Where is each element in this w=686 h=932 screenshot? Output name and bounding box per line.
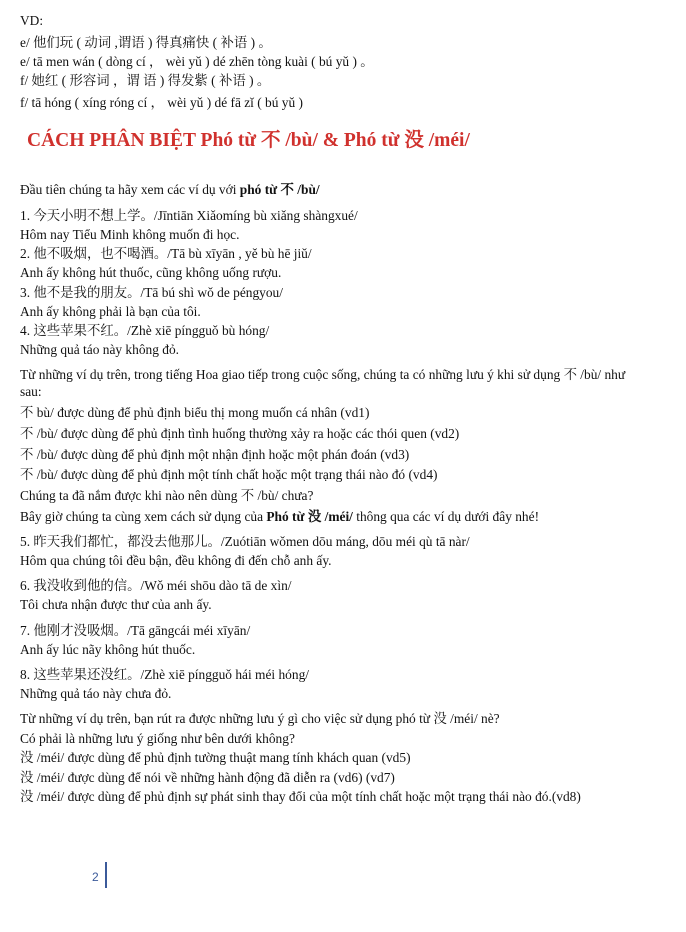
mei-note-line: 没 /méi/ được dùng để phủ định tường thuật mang tính khách quan (vd5) xyxy=(20,750,411,765)
page-number-divider xyxy=(105,862,107,888)
mei-example-vi: Hôm qua chúng tôi đều bận, đều không đi đến chỗ anh ấy. xyxy=(20,553,332,568)
section-heading: CÁCH PHÂN BIỆT Phó từ 不 /bù/ & Phó từ 没 /méi/ xyxy=(27,130,470,151)
page-number: 2 xyxy=(92,870,99,884)
bu-example-zh: 2. 他不吸烟，也不喝酒。/Tā bù xīyān , yě bù hē jiǔ/ xyxy=(20,246,312,261)
mei-example-vi: Những quả táo này chưa đỏ. xyxy=(20,686,172,701)
mei-example-zh: 5. 昨天我们都忙，都没去他那儿。/Zuótiān wǒmen dōu máng, dōu méi qù tā nàr/ xyxy=(20,534,470,549)
example-line: e/ 他们玩 ( 动词 ,谓语 ) 得真痛快 ( 补语 ) 。 xyxy=(20,35,272,50)
bu-example-vi: Hôm nay Tiểu Minh không muốn đi học. xyxy=(20,227,240,242)
mei-example-zh: 8. 这些苹果还没红。/Zhè xiē píngguǒ hái méi hóng/ xyxy=(20,667,309,682)
mei-note-last: 没 /méi/ được dùng để phủ định sự phát sinh thay đổi của một tính chất hoặc một trạng thái nào đó.(vd8) xyxy=(20,789,581,804)
bu-example-vi: Những quả táo này không đỏ. xyxy=(20,342,179,357)
mei-note-line: 没 /méi/ được dùng để nói về những hành động đã diễn ra (vd6) (vd7) xyxy=(20,770,395,785)
bu-example-vi: Anh ấy không phải là bạn của tôi. xyxy=(20,304,201,319)
mei-note-line: Có phải là những lưu ý giống như bên dưới không? xyxy=(20,731,295,746)
examples-label: VD: xyxy=(20,13,44,28)
bu-example-zh: 1. 今天小明不想上学。/Jīntiān Xiǎomíng bù xiǎng shàngxué/ xyxy=(20,208,358,223)
bu-example-vi: Anh ấy không hút thuốc, cũng không uống rượu. xyxy=(20,265,282,280)
transition-line xyxy=(20,508,539,525)
bu-intro xyxy=(20,181,320,198)
example-line: f/ 她红 ( 形容词 ，谓 语 ) 得发紫 ( 补语 ) 。 xyxy=(20,73,271,88)
bu-intro-bold: phó từ 不 /bù/ xyxy=(239,182,320,197)
bu-example-zh: 3. 他不是我的朋友。/Tā bú shì wǒ de péngyou/ xyxy=(20,285,283,300)
mei-example-zh: 6. 我没收到他的信。/Wǒ méi shōu dào tā de xìn/ xyxy=(20,578,292,593)
bu-note-line: 不 bù/ được dùng để phủ định biểu thị mong muốn cá nhân (vd1) xyxy=(20,405,370,420)
mei-note-line: Từ những ví dụ trên, bạn rút ra được những lưu ý gì cho việc sử dụng phó từ 没 /méi/ nè? xyxy=(20,711,500,726)
bu-intro-text: Đầu tiên chúng ta hãy xem các ví dụ với xyxy=(20,182,240,197)
bu-note-line: 不 /bù/ được dùng để phủ định tình huống thường xảy ra hoặc các thói quen (vd2) xyxy=(20,426,460,441)
mei-example-vi: Anh ấy lúc nãy không hút thuốc. xyxy=(20,642,196,657)
example-line: f/ tā hóng ( xíng róng cí ， wèi yǔ ) dé fā zǐ ( bú yǔ ) xyxy=(20,95,303,110)
bu-notes-intro: Từ những ví dụ trên, trong tiếng Hoa giao tiếp trong cuộc sống, chúng ta có những lưu ý khi sử dụng 不 /bù/ như sau: xyxy=(20,367,626,399)
mei-example-vi: Tôi chưa nhận được thư của anh ấy. xyxy=(20,597,212,612)
transition-suffix: thông qua các ví dụ dưới đây nhé! xyxy=(352,509,540,524)
mei-example-zh: 7. 他刚才没吸烟。/Tā gāngcái méi xīyān/ xyxy=(20,623,251,638)
example-line: e/ tā men wán ( dòng cí ， wèi yǔ ) dé zhēn tòng kuài ( bú yǔ ) 。 xyxy=(20,54,374,69)
transition-bold: Phó từ 没 /méi/ xyxy=(266,509,353,524)
transition-prefix: Bây giờ chúng ta cùng xem cách sử dụng của xyxy=(20,509,267,524)
bu-note-line: 不 /bù/ được dùng để phủ định một nhận định hoặc một phán đoán (vd3) xyxy=(20,447,410,462)
bu-note-line: 不 /bù/ được dùng để phủ định một tính chất hoặc một trạng thái nào đó (vd4) xyxy=(20,467,438,482)
bu-example-zh: 4. 这些苹果不红。/Zhè xiē píngguǒ bù hóng/ xyxy=(20,323,270,338)
bu-note-question: Chúng ta đã nắm được khi nào nên dùng 不 /bù/ chưa? xyxy=(20,488,314,503)
